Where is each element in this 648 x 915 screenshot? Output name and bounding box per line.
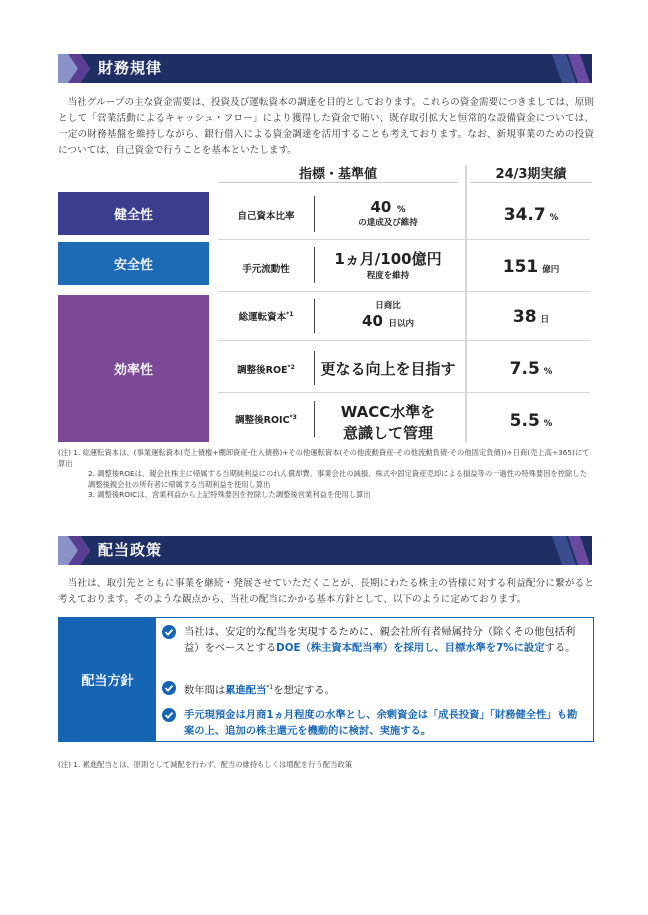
target-adjusted-roe: 更なる向上を目指す bbox=[320, 360, 456, 378]
check-circle-icon bbox=[162, 681, 176, 695]
row-separator bbox=[218, 392, 590, 393]
policy-item-1: 当社は、安定的な配当を実現するために、親会社所有者帰属持分（除くその他包括利益）をベースとするDOE（株主資本配当率）を採用し、目標水準を7%に設定する。 bbox=[162, 624, 586, 656]
stripe-decoration-icon bbox=[532, 54, 592, 83]
result-column-header: 24/3期実績 bbox=[495, 167, 567, 182]
indicator-adjusted-roe: 調整後ROE$^{*2}$ bbox=[237, 363, 295, 376]
chevron-decoration-icon bbox=[58, 54, 92, 83]
policy-label: 配当方針 bbox=[59, 618, 156, 741]
footnote-3: 3. 調整後ROICは、営業利益から上記特殊要因を控除した調整後営業利益を使用し算出 bbox=[88, 490, 371, 499]
dividend-policy-box bbox=[58, 617, 594, 742]
category-health: 健全性 bbox=[58, 192, 209, 235]
check-circle-icon bbox=[162, 708, 176, 722]
financial-discipline-paragraph: 当社グループの主な資金需要は、投資及び運転資本の調達を目的としております。これらの資金需要につきましては、原則として「営業活動によるキャッシュ・フロー」により獲得した資金で賄い、既存取引拡大と恒常的な設備資金については、一定の財務基盤を維持しながら、銀行借入による資金調達を活用することも考えております。なお、新規事業のための投資については、自己資金で行うことを基本といたします。 bbox=[58, 97, 594, 156]
row-divider bbox=[314, 247, 315, 283]
row-divider bbox=[314, 401, 315, 437]
section-title: 配当政策 bbox=[98, 541, 163, 559]
footnotes-dividend bbox=[58, 760, 594, 771]
section-title: 財務規律 bbox=[98, 59, 163, 77]
result-equity-ratio: 34.7 % bbox=[503, 205, 559, 225]
row-separator bbox=[218, 340, 590, 341]
row-divider bbox=[314, 196, 315, 232]
indicator-working-capital: 総運転資本$^{*1}$ bbox=[238, 310, 294, 323]
indicator-adjusted-roic: 調整後ROIC$^{*3}$ bbox=[235, 413, 297, 426]
footnotes-financial bbox=[58, 448, 594, 501]
column-divider bbox=[465, 165, 467, 442]
category-efficiency: 効率性 bbox=[58, 295, 209, 442]
policy-item-3: 手元現預金は月商1ヵ月程度の水準とし、余剰資金は「成長投資」「財務健全性」も勘案の上、追加の株主還元を機動的に検討、実施する。 bbox=[162, 707, 586, 739]
policy-item-2: 数年間は累進配当$^{*1}$を想定する。 bbox=[162, 680, 586, 698]
row-divider bbox=[314, 351, 315, 385]
chevron-decoration-icon bbox=[58, 536, 92, 565]
target-equity-ratio: 40 % の達成及び維持 bbox=[358, 198, 418, 228]
result-working-capital: 38 日 bbox=[512, 307, 550, 327]
section-header-financial-discipline bbox=[58, 54, 592, 83]
target-working-capital: 日商比 40 日以内 bbox=[362, 301, 414, 330]
footnote-dividend-1: (注) 1. 累進配当とは、原則として減配を行わず、配当の維持もしくは増配を行う配当政策 bbox=[58, 760, 352, 769]
check-circle-icon bbox=[162, 625, 176, 639]
target-adjusted-roic: WACC水準を 意識して管理 bbox=[340, 403, 436, 442]
result-adjusted-roic: 5.5 % bbox=[509, 411, 553, 431]
category-safety: 安全性 bbox=[58, 242, 209, 285]
result-liquidity: 151 億円 bbox=[502, 257, 560, 277]
indicator-equity-ratio: 自己資本比率 bbox=[237, 211, 295, 222]
row-separator bbox=[218, 291, 590, 292]
row-divider bbox=[314, 299, 315, 333]
dividend-paragraph: 当社は、取引先とともに事業を継続・発展させていただくことが、長期にわたる株主の皆様に対する利益配分に繋がると考えております。そのような観点から、当社の配当にかかる基本方針として、以下のように定めております。 bbox=[58, 578, 594, 605]
row-separator bbox=[218, 239, 590, 240]
section-header-dividend-policy bbox=[58, 536, 592, 565]
indicator-column-header: 指標・基準値 bbox=[298, 167, 377, 182]
target-liquidity: 1ヵ月/100億円 程度を維持 bbox=[334, 250, 442, 281]
stripe-decoration-icon bbox=[532, 536, 592, 565]
footnote-2: 2. 調整後ROEは、親会社株主に帰属する当期純利益にのれん償却費、事業会社の減損、株式や固定資産売却による損益等の一過性の特殊要因を控除した調整後親会社の所有者に帰属する当期利益を使用し算出 bbox=[88, 469, 587, 489]
footnote-1: (注) 1. 総運転資本は、(事業運転資本(売上債権+棚卸資産-仕入債務)+その他運転資本(その他流動資産-その他流動負債-その他固定負債))÷日商(売上高÷365)にて算出 bbox=[58, 448, 590, 468]
indicator-liquidity: 手元流動性 bbox=[242, 264, 290, 275]
header-underline bbox=[470, 182, 592, 183]
result-adjusted-roe: 7.5 % bbox=[509, 359, 553, 379]
header-underline bbox=[218, 182, 458, 183]
